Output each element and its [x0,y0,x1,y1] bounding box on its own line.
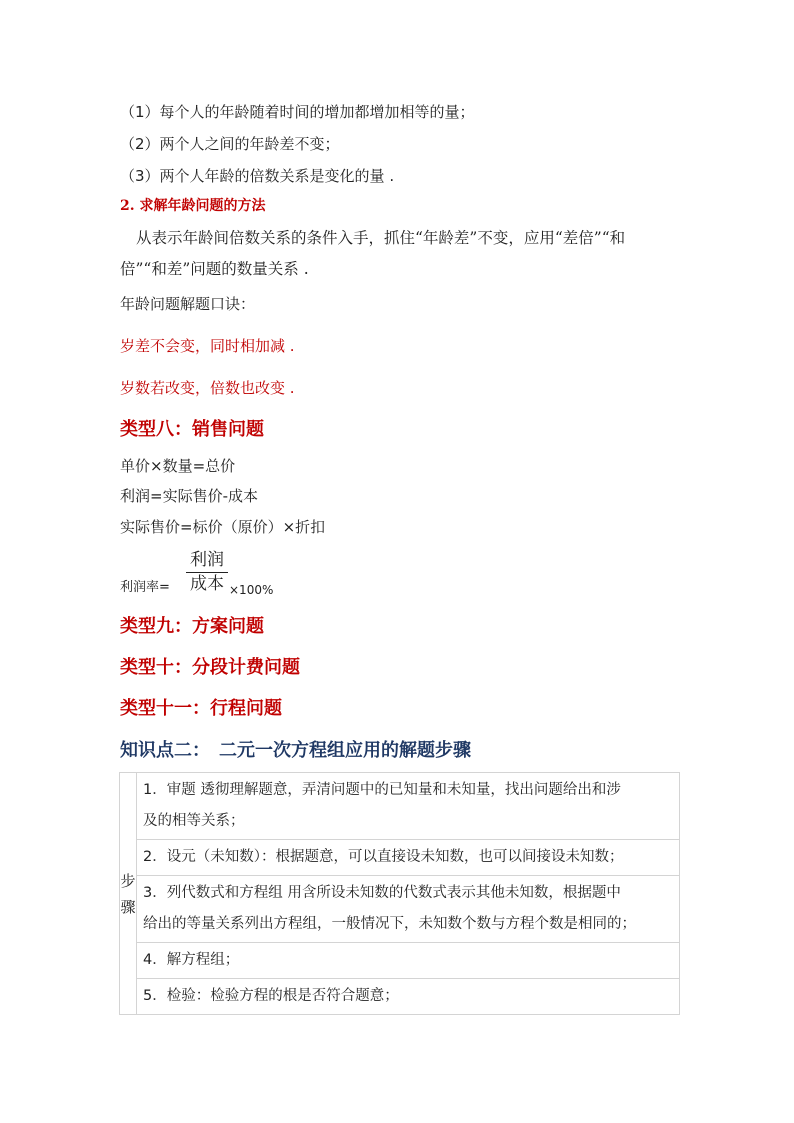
method-text-line-2: 倍”“和差”问题的数量关系 . [120,260,309,278]
table-row [120,840,680,876]
formula-profit: 利润=实际售价-成本 [120,487,258,505]
table-row [120,773,680,840]
step-cell [137,943,680,979]
type8-heading: 类型八：销售问题 [120,419,264,440]
step-1-line-2: 及的相等关系； [143,813,245,829]
step-3-line-2: 给出的等量关系列出方程组，一般情况下，未知数个数与方程个数是相同的； [143,916,636,932]
mnemonic-2: 岁数若改变，倍数也改变 . [120,379,295,397]
table-row [120,979,680,1015]
table-row [120,943,680,979]
mnemonic-label: 年龄问题解题口诀： [120,295,256,313]
type10-heading: 类型十：分段计费问题 [120,657,300,678]
step-cell [137,773,680,840]
knowledge2-heading: 知识点二： 二元一次方程组应用的解题步骤 [120,740,471,761]
age-property-2: （2）两个人之间的年龄差不变； [120,135,340,153]
type11-heading: 类型十一：行程问题 [120,698,282,719]
formula-unit-price: 单价×数量=总价 [120,457,236,475]
age-property-3: （3）两个人年龄的倍数关系是变化的量 . [120,167,395,185]
fraction-numerator: 利润 [186,549,228,573]
formula-actual-price: 实际售价=标价（原价）×折扣 [120,518,326,536]
profit-rate-label: 利润率= [120,580,170,595]
method-text-line-1: 从表示年龄间倍数关系的条件入手，抓住“年龄差”不变，应用“差倍”“和 [136,229,626,247]
side-label-char-1: 步 [120,871,136,890]
steps-table [119,772,680,1015]
table-row [120,876,680,943]
step-3-line-1: 3．列代数式和方程组 用含所设未知数的代数式表示其他未知数，根据题中 [143,885,621,901]
step-cell [137,840,680,876]
type9-heading: 类型九：方案问题 [120,616,264,637]
step-2-line-1: 2．设元（未知数）：根据题意，可以直接设未知数，也可以间接设未知数； [143,849,624,865]
step-cell [137,979,680,1015]
step-1-line-1: 1．审题 透彻理解题意，弄清问题中的已知量和未知量，找出问题给出和涉 [143,782,621,798]
step-4-line-1: 4．解方程组； [143,952,240,968]
method-heading: 2. 求解年龄问题的方法 [120,198,266,214]
mnemonic-1: 岁差不会变，同时相加减 . [120,337,295,355]
step-5-line-1: 5．检验：检验方程的根是否符合题意； [143,988,399,1004]
profit-rate-suffix: ×100% [229,583,274,597]
fraction-denominator: 成本 [190,574,224,594]
age-property-1: （1）每个人的年龄随着时间的增加都增加相等的量； [120,103,475,121]
side-label-char-2: 骤 [120,897,136,916]
step-cell [137,876,680,943]
profit-rate-fraction [186,549,228,595]
steps-side-label [120,773,137,1015]
